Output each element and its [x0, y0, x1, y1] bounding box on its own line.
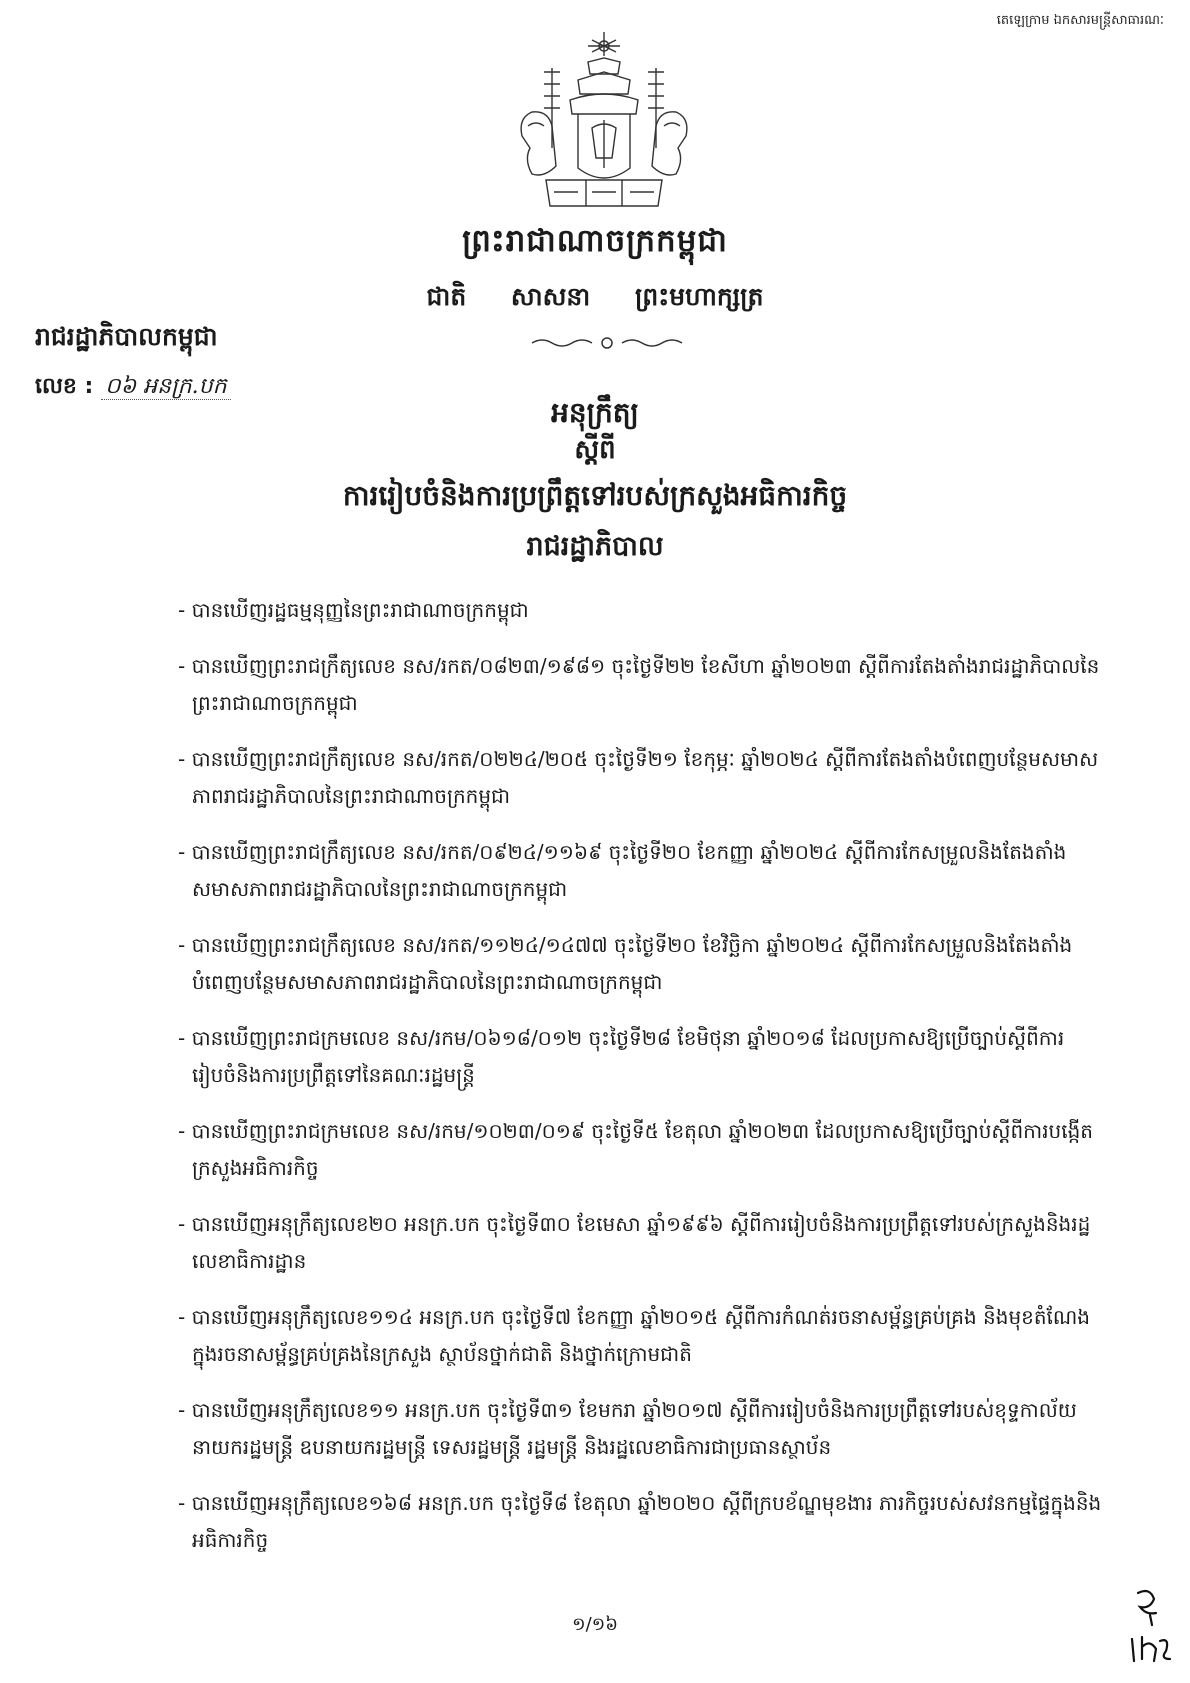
handwritten-initials-icon — [1120, 1585, 1180, 1665]
document-type-heading: អនុក្រឹត្យ — [551, 396, 639, 429]
preamble-clause: - បានឃើញព្រះរាជក្រមលេខ នស/រកម/១០២៣/០១៩ ចុះថ្ងៃទី៥ ខែតុលា ឆ្នាំ២០២៣ ដែលប្រកាសឱ្យប្រើច្បាប់ស្តីពីការបង្កើតក្រសួងអធិការកិច្ច — [178, 1119, 1093, 1180]
royal-arms-emblem-icon — [508, 28, 700, 218]
issuer-heading: រាជរដ្ឋាភិបាល — [526, 531, 664, 562]
page-number: ១/១៦ — [571, 1614, 619, 1635]
national-motto: ជាតិ សាសនា ព្រះមហាក្សត្រ — [426, 282, 764, 311]
ornament-divider-icon — [528, 335, 686, 351]
preamble-clause: - បានឃើញអនុក្រឹត្យលេខ២០ អនក្រ.បក ចុះថ្ងៃទី៣០ ខែមេសា ឆ្នាំ១៩៩៦ ស្តីពីការរៀបចំនិងការប្រព្រឹត្តទៅរបស់ក្រសួងនិងរដ្ឋលេខាធិការដ្ឋាន — [178, 1212, 1091, 1273]
kingdom-title: ព្រះរាជាណាចក្រកម្ពុជា — [462, 223, 728, 259]
preamble-clause: - បានឃើញព្រះរាជក្រឹត្យលេខ នស/រកត/០៩២៤/១១៦៩ ចុះថ្ងៃទី២០ ខែកញ្ញា ឆ្នាំ២០២៤ ស្តីពីការកែសម្រួលនិងតែងតាំងសមាសភាពរាជរដ្ឋាភិបាលនៃព្រះរាជាណាចក្រកម្ពុជា — [178, 840, 1067, 901]
about-heading: ស្តីពី — [574, 435, 616, 465]
preamble-clause: - បានឃើញរដ្ឋធម្មនុញ្ញនៃព្រះរាជាណាចក្រកម្ពុជា — [178, 598, 529, 622]
preamble-clause: - បានឃើញព្រះរាជក្រឹត្យលេខ នស/រកត/០៨២៣/១៩៨១ ចុះថ្ងៃទី២២ ខែសីហា ឆ្នាំ២០២៣ ស្តីពីការតែងតាំងរាជរដ្ឋាភិបាលនៃព្រះរាជាណាចក្រកម្ពុជា — [178, 654, 1100, 715]
preamble-clause: - បានឃើញអនុក្រឹត្យលេខ១៦៨ អនក្រ.បក ចុះថ្ងៃទី៨ ខែតុលា ឆ្នាំ២០២០ ស្តីពីក្របខ័ណ្ឌមុខងារ ភារកិច្ចរបស់សវនកម្មផ្ទៃក្នុងនិងអធិការកិច្ច — [178, 1491, 1102, 1552]
top-note: តេឡេក្រាម ឯកសារមន្ត្រីសាធារណៈ — [996, 13, 1164, 28]
preamble-clause: - បានឃើញអនុក្រឹត្យលេខ១១៤ អនក្រ.បក ចុះថ្ងៃទី៧ ខែកញ្ញា ឆ្នាំ២០១៥ ស្តីពីការកំណត់រចនាសម្ព័ន្ធគ្រប់គ្រង និងមុខតំណែងក្នុងរចនាសម្ព័ន្ធគ្រប់គ្រងនៃក្រសួង ស្ថាប័នថ្នាក់ជាតិ និងថ្នាក់ក្រោមជាតិ — [178, 1305, 1090, 1366]
preamble-clause: - បានឃើញព្រះរាជក្រឹត្យលេខ នស/រកត/០២២៤/២០៥ ចុះថ្ងៃទី២១ ខែកុម្ភៈ ឆ្នាំ២០២៤ ស្តីពីការតែងតាំងបំពេញបន្ថែមសមាសភាពរាជរដ្ឋាភិបាលនៃព្រះរាជាណាចក្រកម្ពុជា — [178, 747, 1099, 808]
subject-heading: ការរៀបចំនិងការប្រព្រឹត្តទៅរបស់ក្រសួងអធិការកិច្ច — [342, 479, 848, 512]
preamble-clause: - បានឃើញព្រះរាជក្រឹត្យលេខ នស/រកត/១១២៤/១៤៧៧ ចុះថ្ងៃទី២០ ខែវិច្ឆិកា ឆ្នាំ២០២៤ ស្តីពីការកែសម្រួលនិងតែងតាំងបំពេញបន្ថែមសមាសភាពរាជរដ្ឋាភិបាលនៃព្រះរាជាណាចក្រកម្ពុជា — [178, 933, 1073, 994]
document-number-label: លេខ : — [35, 374, 94, 399]
preamble-clause: - បានឃើញអនុក្រឹត្យលេខ១១ អនក្រ.បក ចុះថ្ងៃទី៣១ ខែមករា ឆ្នាំ២០១៧ ស្តីពីការរៀបចំនិងការប្រព្រឹត្តទៅរបស់ខុទ្ទកាល័យនាយករដ្ឋមន្ត្រី ឧបនាយករដ្ឋមន្ត្រី ទេសរដ្ឋមន្ត្រី រដ្ឋមន្ត្រី និងរដ្ឋលេខាធិការជាប្រធានស្ថាប័ន — [178, 1398, 1077, 1459]
document-number-value: ០៦ អនក្រ.បក — [101, 374, 231, 400]
preamble-clauses — [178, 592, 1108, 1578]
preamble-clause: - បានឃើញព្រះរាជក្រមលេខ នស/រកម/០៦១៨/០១២ ចុះថ្ងៃទី២៨ ខែមិថុនា ឆ្នាំ២០១៨ ដែលប្រកាសឱ្យប្រើច្បាប់ស្តីពីការរៀបចំនិងការប្រព្រឹត្តទៅនៃគណៈរដ្ឋមន្ត្រី — [178, 1026, 1065, 1087]
government-name: រាជរដ្ឋាភិបាលកម្ពុជា — [35, 322, 218, 351]
